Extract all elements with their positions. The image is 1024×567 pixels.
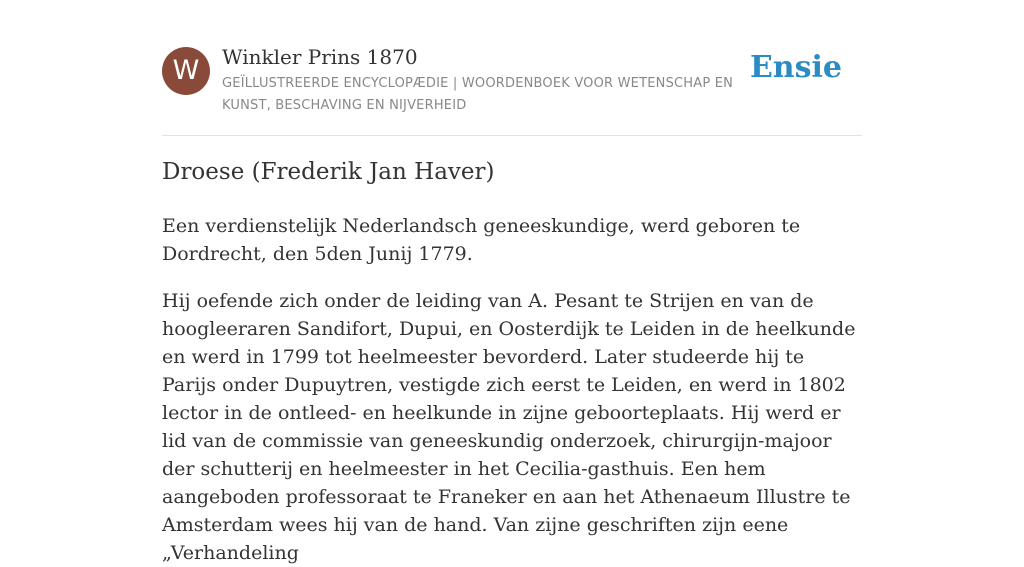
page xyxy=(162,0,862,564)
ensie-logo[interactable]: Ensie xyxy=(749,50,842,85)
header xyxy=(162,0,862,136)
avatar[interactable]: W xyxy=(162,47,210,95)
article-title: Droese (Frederik Jan Haver) xyxy=(162,159,495,185)
source-title[interactable]: Winkler Prins 1870 xyxy=(222,45,418,69)
article-paragraph: Een verdienstelijk Nederlandsch geneeskundige, werd geboren te Dordrecht, den 5den Junij 1779. xyxy=(162,215,801,265)
source-subtitle: GEÏLLUSTREERDE ENCYCLOPÆDIE | WOORDENBOEK VOOR WETENSCHAP EN KUNST, BESCHAVING EN NIJVERHEID xyxy=(222,76,734,113)
article-paragraph: Hij oefende zich onder de leiding van A. Pesant te Strijen en van de hoogleeraren Sandifort, Dupui, en Oosterdijk te Leiden in de heelkunde en werd in 1799 tot heelmeester bevorderd. Later studeerde hij te Parijs onder Dupuytren, vestigde zich eerst te Leiden, en werd in 1802 lector in de ontleed- en heelkunde in zijne geboorteplaats. Hij werd er lid van de commissie van geneeskundig onderzoek, chirurgijn-majoor der schutterij en heelmeester in het Cecilia-gasthuis. Een hem aangeboden professoraat te Franeker en aan het Athenaeum Illustre te Amsterdam wees hij van de hand. Van zijne geschriften zijn eene „Verhandeling xyxy=(162,290,856,564)
